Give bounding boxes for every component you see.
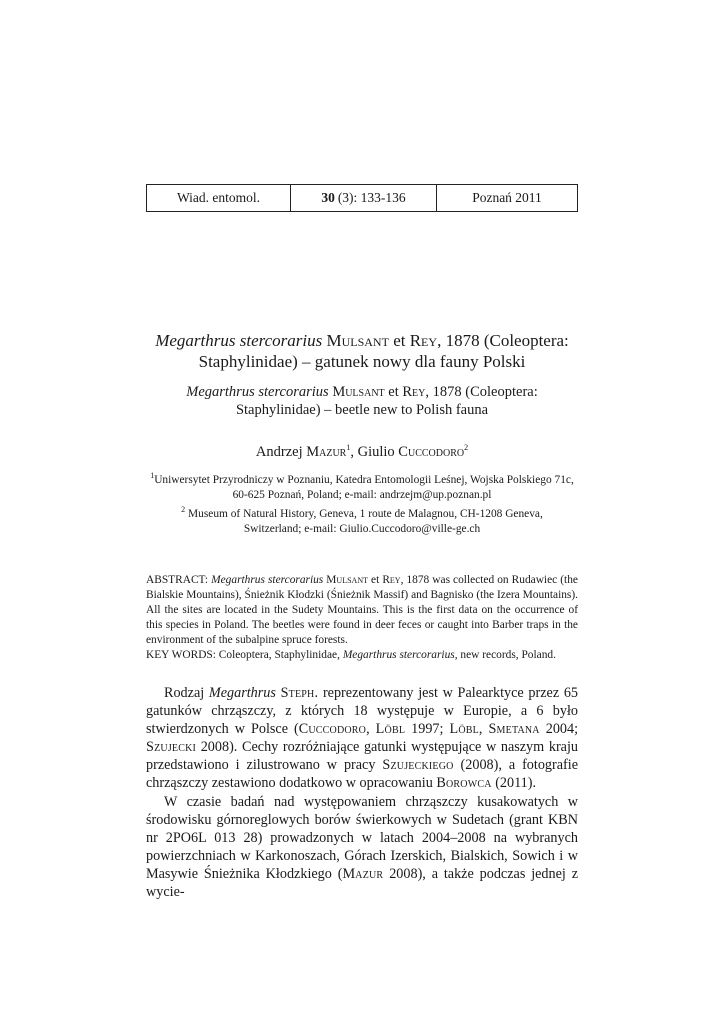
title-english: Megarthrus stercorarius Mulsant et Rey, 1878 (Coleoptera: Staphylinidae) – beetle new to Polish fauna <box>186 384 538 418</box>
abstract: ABSTRACT: Megarthrus stercorarius Mulsant et Rey, 1878 was collected on Rudawiec (the Bialskie Mountains), Śnieżnik Kłodzki (Śnieżnik Massif) and Bagnisko (the Izera Mountains). All the sites are located in the Sudety Mountains. This is the first data on the occurrence of this species in Poland. The beetles were found in deer feces or caught into Barber traps in the environment of the subalpine spruce forests. <box>146 574 578 646</box>
paragraph-1: Rodzaj Megarthrus Steph. reprezentowany jest w Palearktyce przez 65 gatunków chrząszczy, z których 18 występuje w Europie, a 6 było stwierdzonych w Polsce (Cuccodoro, Löbl 1997; Löbl, Smetana 2004; Szujecki 2008). Cechy rozróżniające gatunki występujące w naszym kraju przedstawiono i zilustrowano w pracy Szujeckiego (2008), a fotografie chrząszczy zestawiono dodatkowo w opracowaniu Borowca (2011). <box>146 685 579 792</box>
affiliation-2: $^2$ Museum of Natural History, Geneva, 1 route de Malagnou, CH-1208 Geneva, Switzerland; e-mail: Giulio.Cuccodoro@ville-ge.ch <box>181 505 543 535</box>
body-text <box>146 684 578 901</box>
title-species: Megarthrus stercorarius <box>155 331 323 350</box>
place-year: Poznań 2011 <box>472 190 542 205</box>
volume-issue <box>291 185 437 211</box>
journal-name: Wiad. entomol. <box>147 185 291 211</box>
volume-number: 30 <box>321 190 335 205</box>
title-polish: Megarthrus stercorarius Mulsant et Rey, 1878 (Coleoptera: Staphylinidae) – gatunek nowy dla fauny Polski <box>155 331 569 371</box>
key-words: KEY WORDS: Coleoptera, Staphylinidae, Megarthrus stercorarius, new records, Poland. <box>146 649 556 661</box>
paragraph-2: W czasie badań nad występowaniem chrząszczy kusakowatych w środowisku górnoreglowych borów świerkowych w Sudetach (grant KBN nr 2PO6L 013 28) prowadzonych w latach 2004–2008 na wybranych powierzchniach w Karkonoszach, Górach Izerskich, Bialskich, Sowich i w Masywie Śnieżnika Kłodzkiego (Mazur 2008), a także podczas jednej z wycie- <box>146 793 579 901</box>
affiliation-1: $^1$Uniwersytet Przyrodniczy w Poznaniu, Katedra Entomologii Leśnej, Wojska Polskiego 71c, 60-625 Poznań, Poland; e-mail: andrzejm@up.poznan.pl <box>150 471 574 501</box>
issue-pages: (3): 133-136 <box>337 190 406 205</box>
journal-header-box <box>146 184 578 212</box>
authors-line: Andrzej Mazur$^1$, Giulio Cuccodoro$^2$ <box>255 443 469 460</box>
